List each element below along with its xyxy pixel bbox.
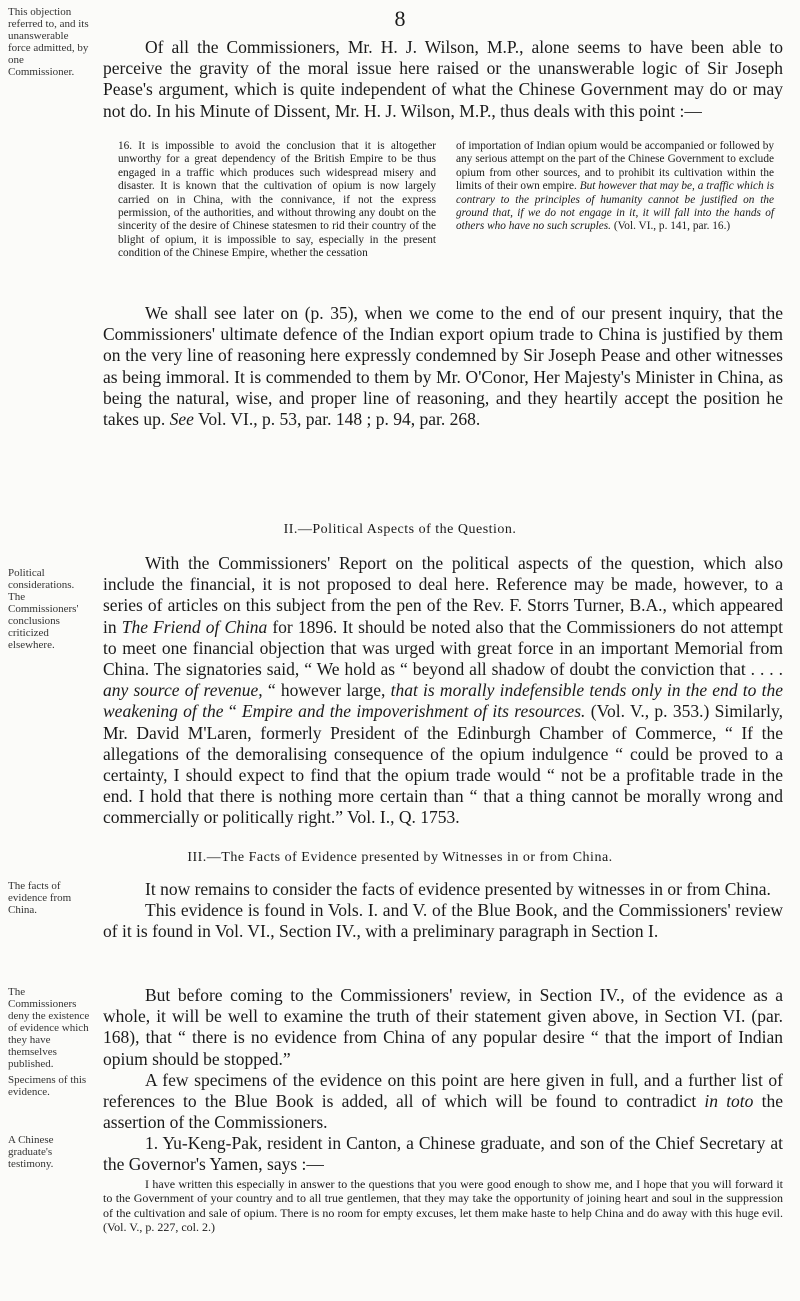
paragraph-before-review — [103, 985, 783, 1133]
quote-right-italic: But however that may be, a traffic which is contrary to the principles of humanity cannot be justified on the ground that, if we do not engage in it, it will fall into the hands of others who have no such scruples. — [456, 180, 774, 233]
yu-keng-pak-quote — [103, 1177, 783, 1235]
paragraph-text: “ — [228, 701, 237, 722]
paragraph-text: the assertion of the Commissioners. — [103, 1091, 784, 1133]
paragraph-text: But before coming to the Commissioners' review, in Section IV., of the evidence as a whole, it will be well to examine the truth of their statement given above, in Section VI. (par. 168), that “ there is no evidence from China of any popular desire “ that the import of Indian opium should be stopped.” — [103, 985, 783, 1069]
quote-reference: (Vol. VI., p. 141, par. 16.) — [613, 220, 731, 233]
wilson-minute-quote — [118, 140, 774, 261]
paragraph-text: It now remains to consider the facts of evidence presented by witnesses in or from China. — [145, 879, 771, 899]
italic-phrase: Empire and the impoverishment of its resources. — [241, 701, 586, 722]
paragraph-later-inquiry — [103, 303, 783, 430]
section-heading-political: II.—Political Aspects of the Question. — [283, 522, 517, 537]
paragraph-text: “ however large, — [267, 680, 386, 701]
paragraph-text: (Vol. V., p. 353.) Similarly, Mr. David M'Laren, formerly President of the Edinburgh Chamber of Commerce, “ If the allegations of the demoralising consequence of the opium indulgence “ could be proved to a certainty, I should expect to find that the opium trade would “ not be a profitable trade in the end. I hold that there is nothing more certain than “ that a thing cannot be morally wrong and commercially or politically right.” Vol. I., Q. 1753. — [103, 701, 784, 828]
italic-phrase: in toto — [704, 1091, 754, 1112]
paragraph-political — [103, 553, 783, 829]
page-number: 8 — [394, 6, 406, 31]
paragraph-wilson-intro — [103, 37, 783, 122]
quote-right-text: of importation of Indian opium would be accompanied or followed by any serious attempt on the part of the Chinese Government to exclude opium from other sources, and to prohibit its cultivation within the limits of their own empire. — [456, 140, 774, 193]
margin-note-objection: This objection referred to, and its unanswerable force admitted, by one Commissioner. — [8, 6, 89, 78]
paragraph-text: With the Commissioners' Report on the political aspects of the question, which also include the financial, it is not proposed to deal here. Reference may be made, however, to a series of articles on this subject from the pen of the Rev. F. Storrs Turner, B.A., which appeared in — [103, 553, 783, 637]
paragraph-text: Of all the Commissioners, Mr. H. J. Wilson, M.P., alone seems to have been able to perceive the gravity of the moral issue here raised or the unanswerable logic of Sir Joseph Pease's argument, which is quite independent of what the Chinese Government may do or may not do. In his Minute of Dissent, Mr. H. J. Wilson, M.P., thus deals with this point :— — [103, 37, 783, 121]
paragraph-text: We shall see later on (p. 35), when we come to the end of our present inquiry, that the Commissioners' ultimate defence of the Indian export opium trade to China is justified by them on the very line of reasoning here expressly condemned by Sir Joseph Pease and other witnesses as being immoral. It is commended to them by Mr. O'Conor, Her Majesty's Minister in China, as being the natural, wise, and proper line of reasoning, and they heartily accept the position he takes up. — [103, 303, 783, 430]
italic-phrase: that is morally indefensible tends only in the end to the weakening of the — [103, 680, 783, 722]
margin-note-facts: The facts of evidence from China. — [8, 880, 72, 916]
margin-note-specimens: Specimens of this evidence. — [8, 1074, 87, 1098]
paragraph-text: for 1896. It should be noted also that the Commissioners do not attempt to meet one financial objection that was urged with great force in an important Memorial from China. The signatories said, “ We hold as “ beyond all shadow of doubt the conviction that . . . . — [103, 616, 784, 680]
section-heading-facts: III.—The Facts of Evidence presented by Witnesses in or from China. — [187, 850, 613, 865]
margin-note-political: Political considerations. The Commissioners' conclusions criticized elsewhere. — [8, 567, 79, 651]
quote-right-column — [456, 140, 774, 261]
quote-left-column: 16. It is impossible to avoid the conclusion that it is altogether unworthy for a great dependency of the British Empire to be thus engaged in a traffic which produces such widespread misery and disaster. It is known that the cultivation of opium is now largely carried on in China, with the connivance, if not the express permission, of the authorities, and without throwing any doubt on the sincerity of the desire of Chinese statesmen to rid their country of the blight of opium, it is impossible to say, especially in the present condition of the Chinese Empire, whether the cessation — [118, 140, 436, 260]
paragraph-text: A few specimens of the evidence on this point are here given in full, and a further list of references to the Blue Book is added, all of which will be found to contradict — [103, 1069, 783, 1112]
paragraph-text: This evidence is found in Vols. I. and V. of the Blue Book, and the Commissioners' review of it is found in Vol. VI., Section IV., with a preliminary paragraph in Section I. — [103, 900, 783, 942]
paragraph-yu-keng-pak — [103, 1133, 783, 1175]
reference: Vol. VI., p. 53, par. 148 ; p. 94, par. 268. — [197, 409, 481, 430]
paragraph-text: 1. Yu-Keng-Pak, resident in Canton, a Chinese graduate, and son of the Chief Secretary at the Governor's Yamen, says :— — [103, 1133, 783, 1175]
paragraph-remains — [103, 879, 783, 943]
margin-note-deny-evidence: The Commissioners deny the existence of evidence which they have themselves published. — [8, 986, 90, 1070]
see-label: See — [169, 409, 194, 430]
italic-phrase: any source of revenue, — [103, 680, 263, 701]
journal-title: The Friend of China — [121, 616, 268, 637]
quote-text: I have written this especially in answer to the questions that you were good enough to show me, and I hope that you will forward it to the Government of your country and to all true gentlemen, that they may take the opportunity of joining heart and soul in the suppression of the cultivation and sale of opium. There is no room for empty excuses, let them make haste to help China and do away with this huge evil. (Vol. V., p. 227, col. 2.) — [103, 1177, 783, 1235]
margin-note-chinese-graduate: A Chinese graduate's testimony. — [8, 1134, 54, 1170]
